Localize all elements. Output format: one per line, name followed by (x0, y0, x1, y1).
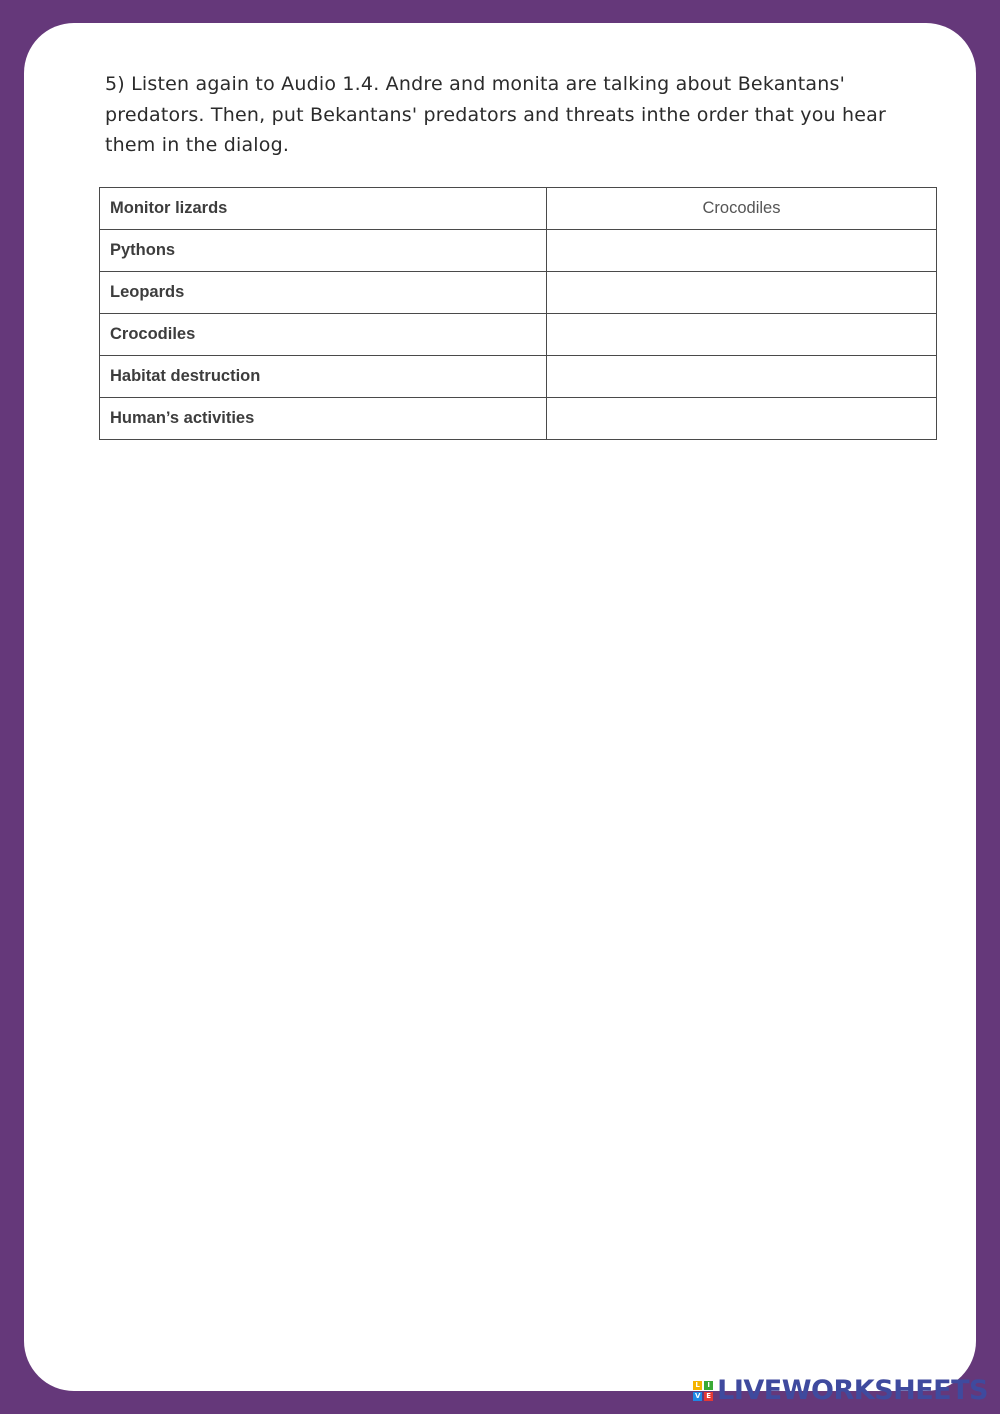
threat-label: Habitat destruction (100, 356, 547, 398)
logo-mark-icon (693, 1381, 713, 1401)
table-row (100, 272, 937, 314)
answer-field[interactable] (547, 272, 937, 314)
table-row (100, 314, 937, 356)
predator-label: Leopards (100, 272, 547, 314)
instruction-text: 5) Listen again to Audio 1.4. Andre and monita are talking about Bekantans' predators. Then, put Bekantans' predators and threats inthe order that you hear them in the dialog. (105, 73, 887, 156)
threat-label: Human’s activities (100, 398, 547, 440)
logo-mark-letter: L (693, 1381, 702, 1390)
answer-field[interactable] (547, 356, 937, 398)
liveworksheets-logo (693, 1375, 988, 1406)
table-row (100, 230, 937, 272)
logo-mark-letter: E (704, 1392, 713, 1401)
table-row (100, 356, 937, 398)
answer-field[interactable] (547, 314, 937, 356)
answer-field[interactable] (547, 230, 937, 272)
logo-wordmark: LIVEWORKSHEETS (717, 1375, 988, 1406)
table-row (100, 398, 937, 440)
logo-mark-letter: V (694, 1391, 701, 1400)
predator-label: Pythons (100, 230, 547, 272)
answer-field[interactable]: Crocodiles (547, 188, 937, 230)
answer-table (99, 187, 937, 440)
predator-label: Crocodiles (100, 314, 547, 356)
answer-field[interactable] (547, 398, 937, 440)
logo-mark-letter: I (704, 1381, 713, 1390)
predator-label: Monitor lizards (100, 188, 547, 230)
table-row (100, 188, 937, 230)
